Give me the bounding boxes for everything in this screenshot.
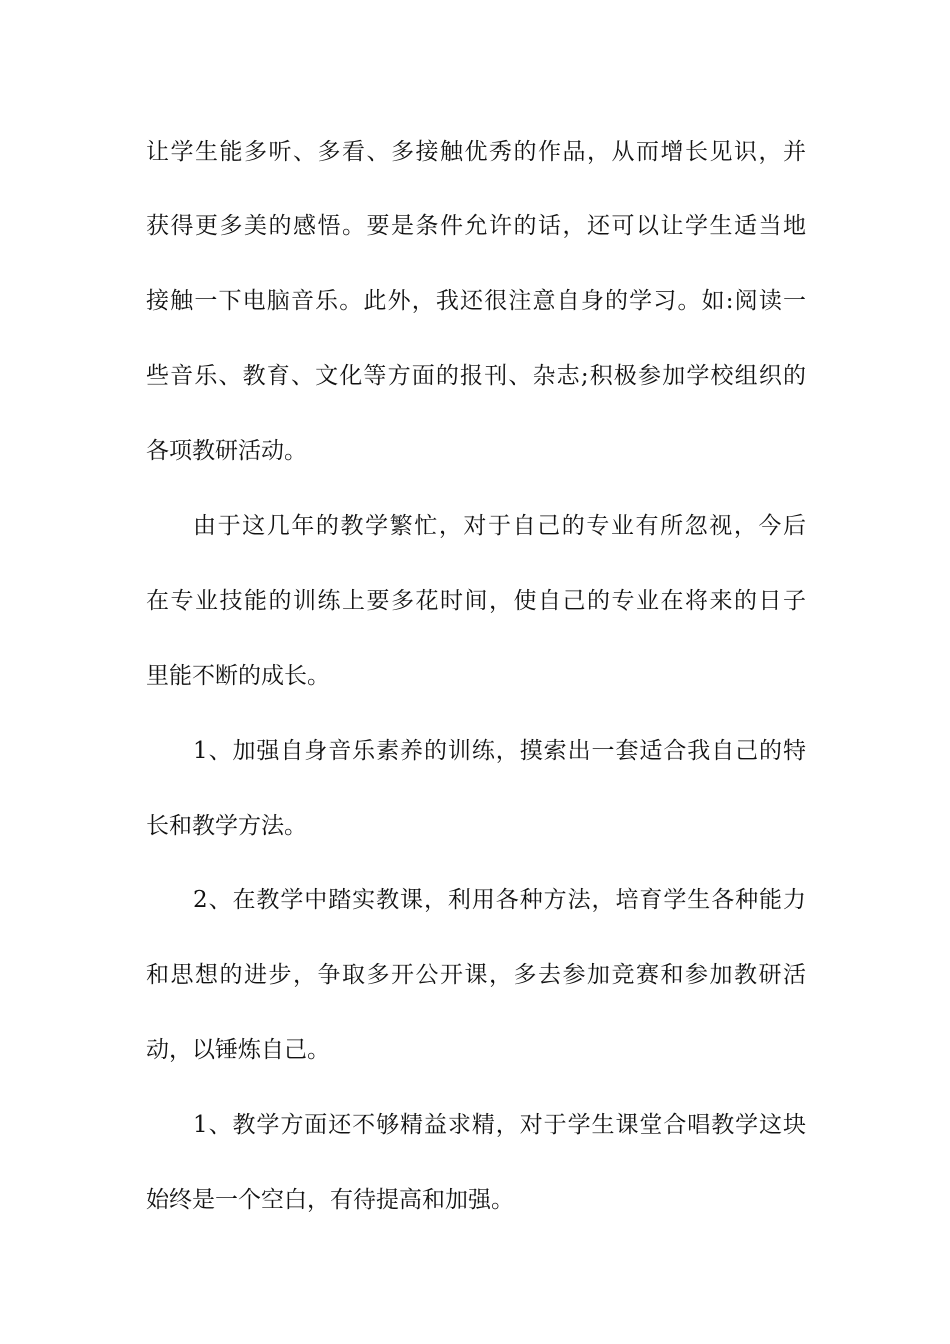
list-item-line: 长和教学方法。 [146,813,307,839]
paragraph-line: 让学生能多听、多看、多接触优秀的作品，从而增长见识，并 [146,139,806,165]
paragraph-line: 里能不断的成长。 [146,663,330,689]
paragraph-line: 由于这几年的教学繁忙，对于自己的专业有所忽视，今后 [193,513,806,539]
list-item-line: 始终是一个空白，有待提高和加强。 [146,1187,514,1213]
list-item-line: 动，以锤炼自己。 [146,1037,330,1063]
paragraph-line: 获得更多美的感悟。要是条件允许的话，还可以让学生适当地 [146,213,806,239]
list-item-line: 和思想的进步，争取多开公开课，多去参加竞赛和参加教研活 [146,962,806,988]
paragraph-line: 各项教研活动。 [146,438,307,464]
paragraph-line: 些音乐、教育、文化等方面的报刊、杂志;积极参加学校组织的 [146,363,806,389]
paragraph-line: 接触一下电脑音乐。此外，我还很注意自身的学习。如:阅读一 [146,288,806,314]
paragraph-line: 在专业技能的训练上要多花时间，使自己的专业在将来的日子 [146,588,806,614]
list-item-line: 2、在教学中踏实教课，利用各种方法，培育学生各种能力 [193,887,806,913]
list-item-line: 1、加强自身音乐素养的训练，摸索出一套适合我自己的特 [193,738,806,764]
list-item-line: 1、教学方面还不够精益求精，对于学生课堂合唱教学这块 [193,1112,806,1138]
